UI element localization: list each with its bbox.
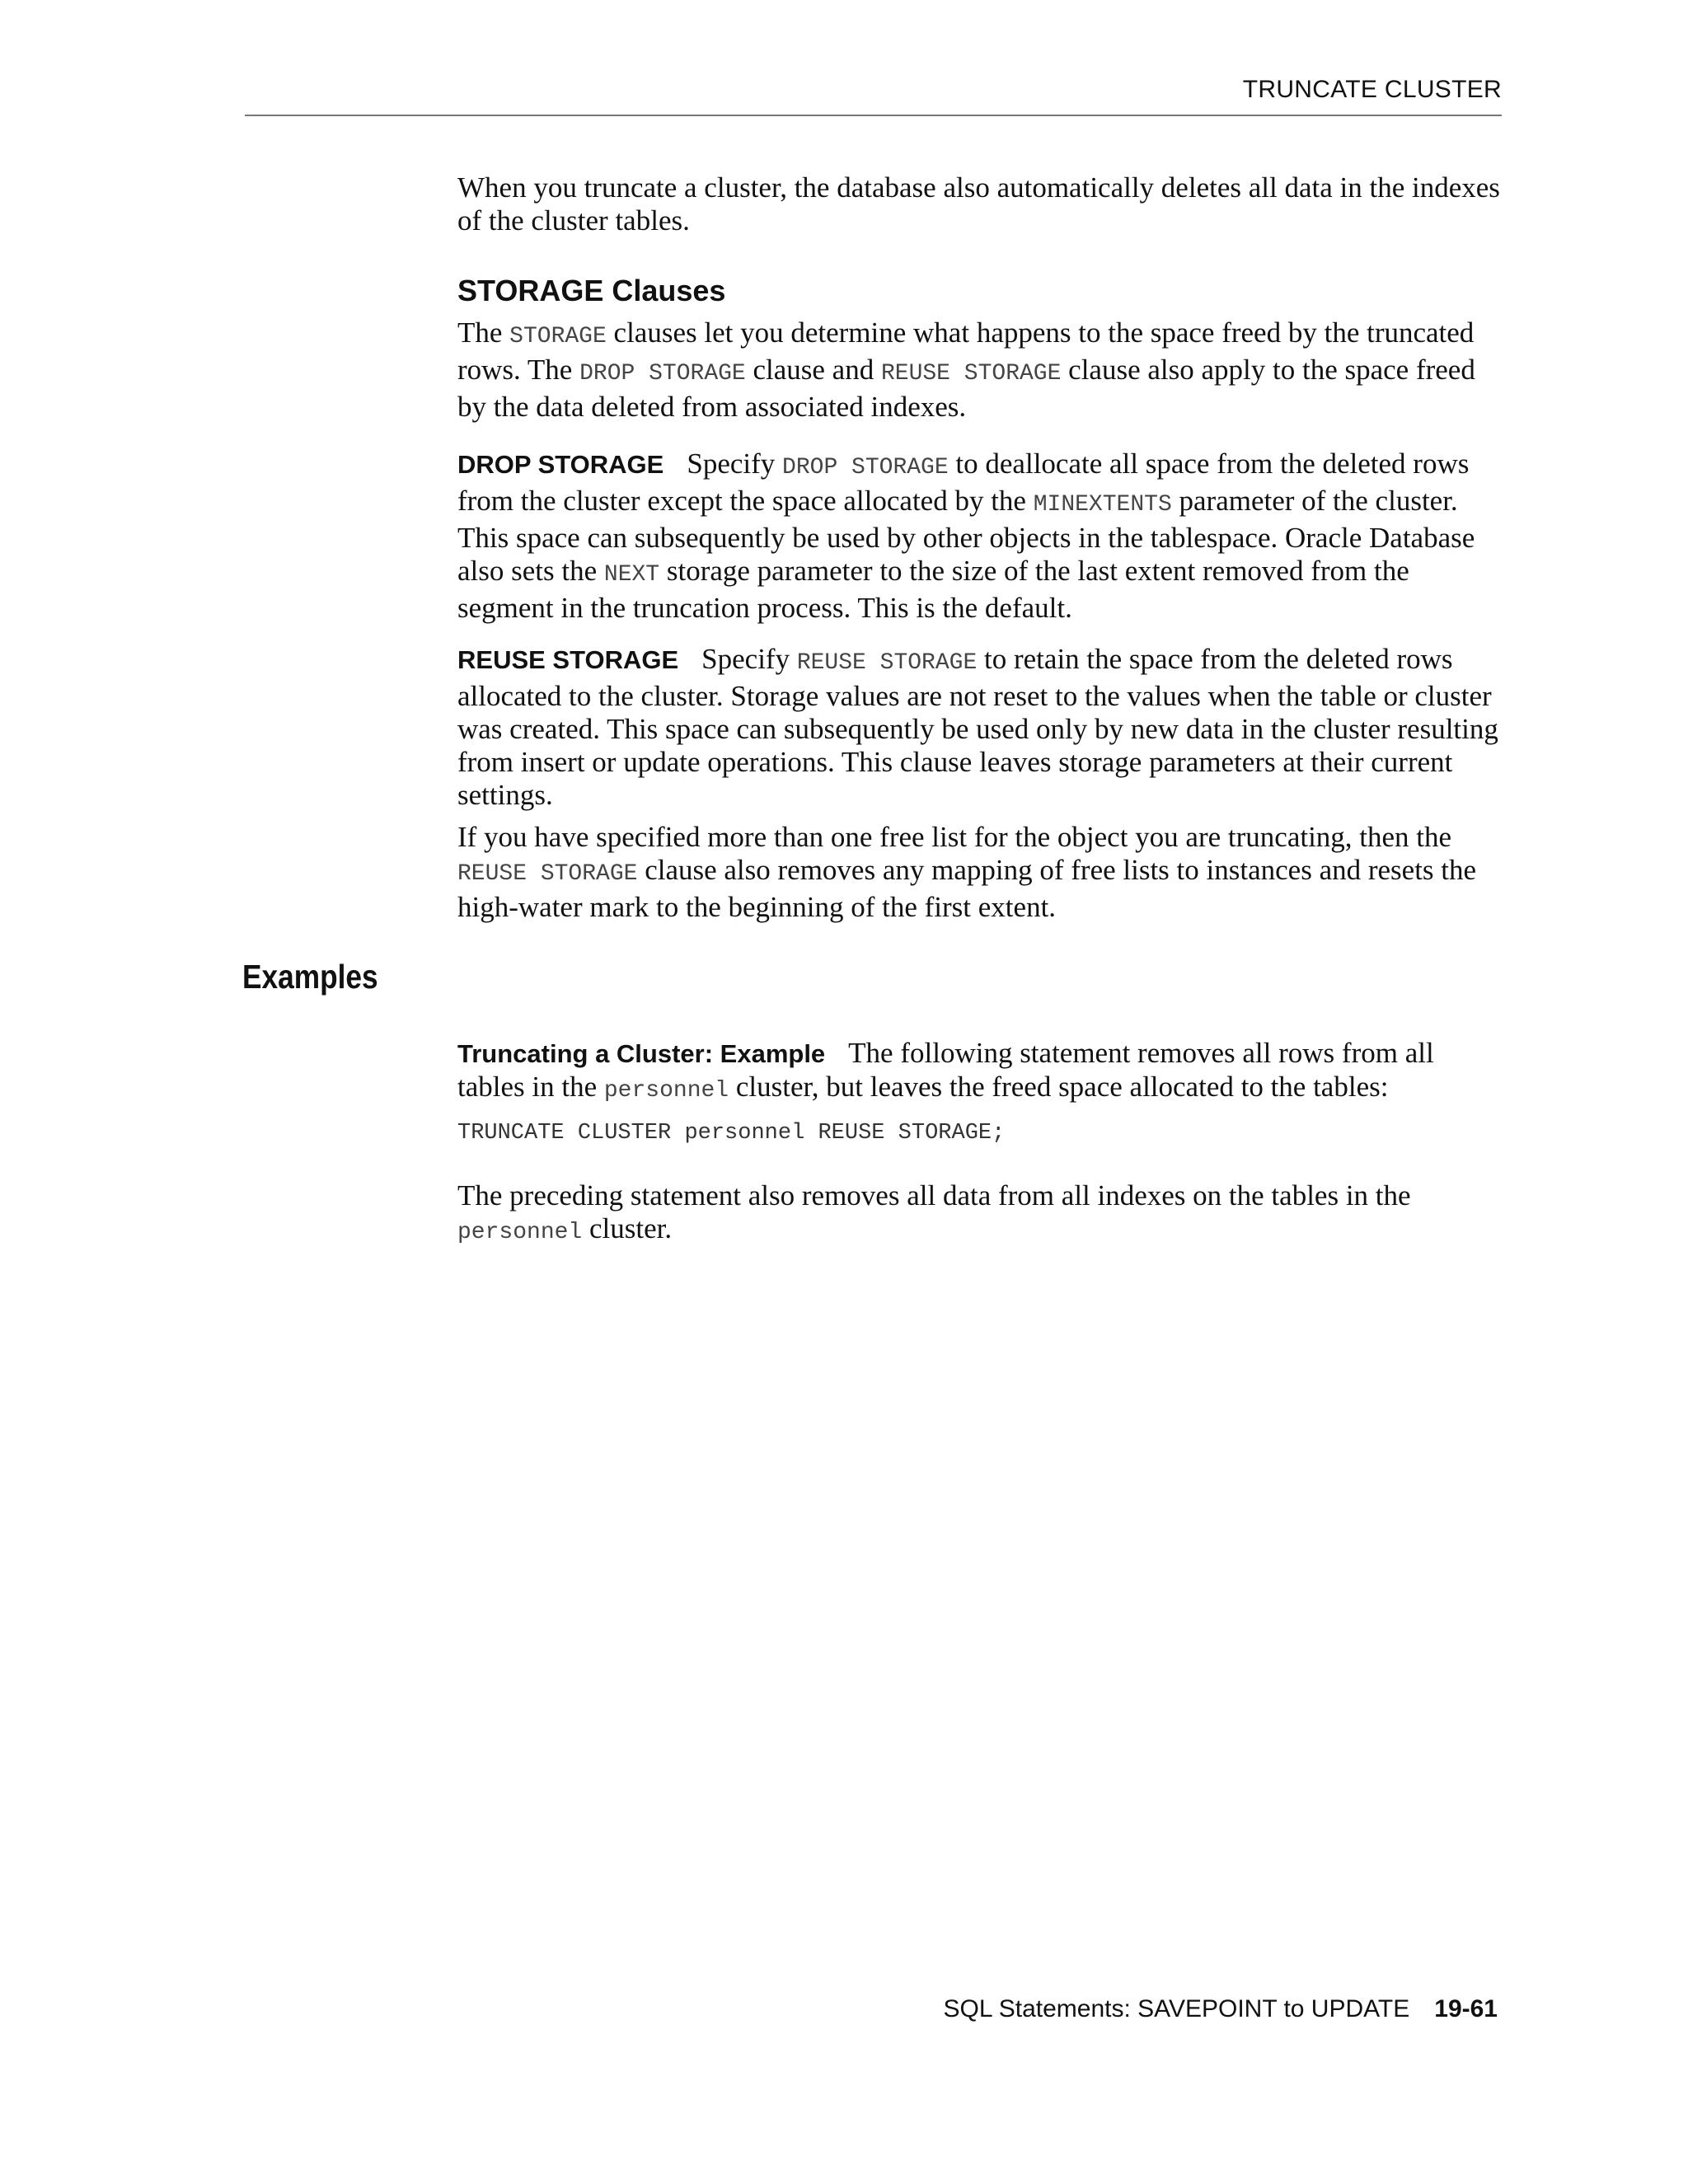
text-run: clause and — [745, 354, 881, 386]
drop-storage-label: DROP STORAGE — [457, 450, 664, 479]
after-code-paragraph — [457, 1179, 1504, 1249]
text-run: to deallocate all space from the deleted rows from the cluster except the space allocated by the — [457, 448, 1470, 517]
text-run: to retain the space from the deleted rows allocated to the cluster. Storage values are not reset to the values when the table or cluster was created. This space can subsequently be used only by new data in the cluster resulting from insert or update operations. This clause leaves storage parameters at their current settings. — [457, 643, 1498, 811]
text-run: Specify — [701, 643, 797, 675]
text-run: Specify — [687, 448, 783, 480]
reuse-storage-paragraph — [457, 643, 1504, 812]
intro-block — [457, 171, 1504, 237]
storage-paragraph — [457, 316, 1504, 424]
text-run: If you have specified more than one free list for the object you are truncating, then the — [457, 821, 1452, 853]
code-term: STORAGE — [509, 324, 607, 349]
text-run: clauses let you determine what happens to the space freed by the truncated rows. The — [457, 316, 1475, 386]
code-term: NEXT — [603, 562, 660, 588]
code-term: personnel — [603, 1078, 729, 1104]
text-run: The preceding statement also removes all data from all indexes on the tables in the — [457, 1179, 1411, 1212]
drop-storage-paragraph — [457, 448, 1504, 625]
reuse-storage-block — [457, 643, 1504, 812]
free-list-paragraph — [457, 821, 1504, 924]
code-term: MINEXTENTS — [1033, 492, 1172, 518]
text-run: The — [457, 316, 510, 349]
text-run: The following statement removes all rows from all tables in the — [457, 1037, 1434, 1103]
text-run: cluster, but leaves the freed space allocated to the tables: — [729, 1071, 1389, 1103]
code-sample-block — [457, 1121, 1504, 1146]
example-paragraph — [457, 1037, 1504, 1108]
intro-paragraph: When you truncate a cluster, the database also automatically deletes all data in the indexes of the cluster tables. — [457, 171, 1500, 237]
reuse-storage-label: REUSE STORAGE — [457, 645, 679, 674]
running-header: TRUNCATE CLUSTER — [1242, 76, 1502, 103]
footer-book-title: SQL Statements: SAVEPOINT to UPDATE — [943, 1995, 1410, 2022]
storage-clauses-heading: STORAGE Clauses — [457, 274, 726, 307]
code-sample: TRUNCATE CLUSTER personnel REUSE STORAGE; — [457, 1121, 1006, 1146]
after-code-block — [457, 1179, 1504, 1249]
text-run: clause also removes any mapping of free lists to instances and resets the high-water mark to the beginning of the first extent. — [457, 854, 1477, 923]
text-run: storage parameter to the size of the last extent removed from the segment in the truncation process. This is the default. — [457, 555, 1409, 624]
code-term: DROP STORAGE — [579, 361, 746, 387]
storage-clauses-section — [457, 274, 1504, 308]
example-label: Truncating a Cluster: Example — [457, 1039, 826, 1068]
drop-storage-block — [457, 448, 1504, 625]
free-list-block — [457, 821, 1504, 924]
code-term: REUSE STORAGE — [457, 861, 638, 887]
header-rule — [245, 115, 1502, 116]
text-run: cluster. — [582, 1212, 673, 1244]
code-term: REUSE STORAGE — [796, 650, 978, 676]
page-footer — [245, 1995, 1498, 2023]
footer-page-number: 19-61 — [1434, 1995, 1498, 2022]
examples-heading: Examples — [242, 958, 378, 996]
example-block — [457, 1037, 1504, 1108]
code-term: REUSE STORAGE — [880, 361, 1062, 387]
code-term: personnel — [457, 1220, 583, 1245]
text-run: clause also apply to the space freed by the data deleted from associated indexes. — [457, 354, 1475, 423]
text-run: parameter of the cluster. This space can subsequently be used by other objects in the tablespace. Oracle Database also sets the — [457, 485, 1475, 587]
code-term: DROP STORAGE — [782, 455, 949, 480]
storage-paragraph-block — [457, 316, 1504, 424]
